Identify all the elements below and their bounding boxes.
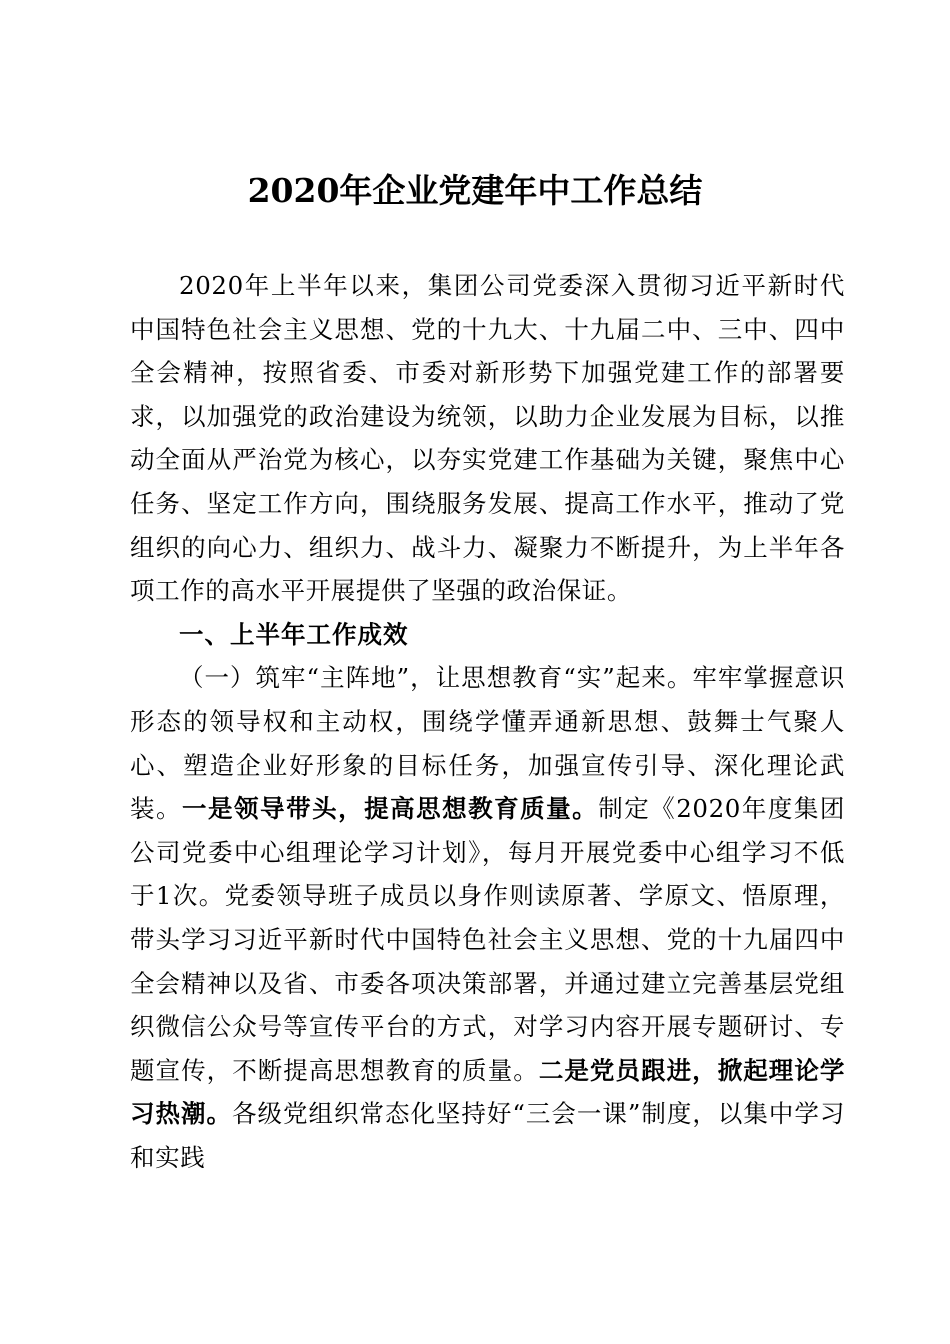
paragraph-section-1-intro: （一）筑牢“主阵地”，让思想教育“实”起来。牢牢掌握意识形态的领导权和主动权，围绕学懂弄通新思想、鼓舞士气聚人心、塑造企业好形象的目标任务，加强宣传引导、深化理论武装。 [130,663,845,824]
point-1-text: 制定《2020年度集团公司党委中心组理论学习计划》，每月开展党委中心组学习不低于1次。党委领导班子成员以身作则读原著、学原文、悟原理，带头学习习近平新时代中国特色社会主义思想、党的十九届四中全会精神以及省、市委各项决策部署，并通过建立完善基层党组织微信公众号等宣传平台的方式，对学习内容开展专题研讨、专题宣传，不断提高思想教育的质量。 [130,794,846,1085]
section-heading: 一、上半年工作成效 [179,619,409,649]
bold-point-2: 二是党员跟进，掀起理论学习热潮。 [130,1055,845,1129]
paragraph-intro: 2020年上半年以来，集团公司党委深入贯彻习近平新时代中国特色社会主义思想、党的十九大、十九届二中、三中、四中全会精神，按照省委、市委对新形势下加强党建工作的部署要求，以加强党的政治建设为统领，以助力企业发展为目标，以推动全面从严治党为核心，以夯实党建工作基础为关键，聚焦中心任务、坚定工作方向，围绕服务发展、提高工作水平，推动了党组织的向心力、组织力、战斗力、凝聚力不断提升，为上半年各项工作的高水平开展提供了坚强的政治保证。 [130,271,845,606]
point-2-text: 各级党组织常态化坚持好“三会一课”制度，以集中学习和实践 [130,1099,845,1172]
document-title: 2020年企业党建年中工作总结 [247,171,703,210]
paragraph-section-1 [130,656,845,1179]
document-body [130,264,845,1179]
bold-point-1: 一是领导带头，提高思想教育质量。 [182,794,599,824]
